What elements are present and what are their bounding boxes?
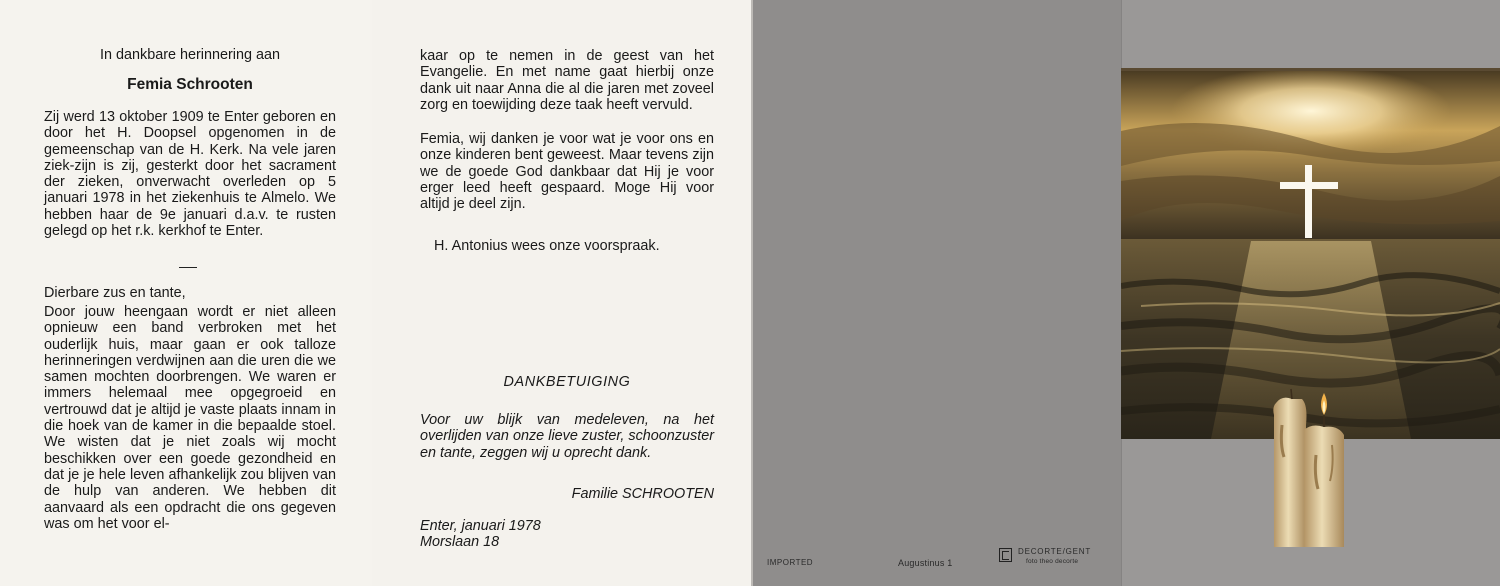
thanks-heading: DANKBETUIGING	[503, 374, 631, 390]
sunset-sea-photo	[1121, 68, 1500, 439]
deceased-name: Femia Schrooten	[127, 76, 253, 93]
prayer-line: H. Antonius wees onze voorspraak.	[434, 238, 660, 254]
fold-line	[751, 0, 753, 586]
separator-dash	[179, 267, 197, 268]
biography-text: Zij werd 13 oktober 1909 te Enter geboren en door het H. Doopsel opgenomen in de gemeenschap van de H. Kerk. Na vele jaren ziek-zijn is zij, gesterkt door het sacrament der zieken, onverwacht overleden op 5 januari 1978 in het ziekenhuis te Almelo. We hebben haar de 9e januari d.a.v. te rusten gelegd op het r.k. kerkhof te Enter.	[44, 109, 336, 240]
imported-label: IMPORTED	[767, 558, 814, 567]
series-label: Augustinus 1	[898, 558, 953, 568]
letter-text-part3: Femia, wij danken je voor wat je voor ons en onze kinderen bent geweest. Maar tevens zijn we de goede God dankbaar dat Hij je voor erger leed heeft gespaard. Moge Hij voor altijd je deel zijn.	[420, 131, 714, 213]
letter-text-part1: Door jouw heengaan wordt er niet alleen opnieuw een band verbroken met het ouderlijk huis, maar gaan er ook talloze herinneringen verdwijnen aan die uren die we samen mochten doorbrengen. We waren er immers helemaal mee opgegroeid en vertrouwd dat je altijd je vaste plaats innam in die hoek van de kamer in die bepaalde stoel. We wisten dat je niet zoals wij mocht beschikken over een goede gezondheid en dat je je hele leven afhankelijk zou blijven van de hulp van anderen. We hebben dit aanvaard als een opdracht die ons gegeven was om het voor el-	[44, 304, 336, 532]
place-date: Enter, januari 1978	[420, 518, 541, 534]
candle-icon	[1268, 385, 1350, 550]
photo-credit: foto theo decorte	[1026, 558, 1079, 565]
panel-back-cover	[752, 0, 1122, 586]
publisher-logo-icon	[999, 548, 1012, 562]
salutation-text: Dierbare zus en tante,	[44, 285, 186, 301]
address-line: Morslaan 18	[420, 534, 500, 550]
family-signature: Familie SCHROOTEN	[571, 486, 714, 502]
cross-icon	[1280, 165, 1340, 239]
letter-text-part2: kaar op te nemen in de geest van het Evangelie. En met name gaat hierbij onze dank uit naar Anna die al die jaren met zoveel zorg en toewijding deze taak heeft vervuld.	[420, 48, 714, 113]
publisher-name: DECORTE/GENT	[1018, 547, 1092, 556]
in-memory-line: In dankbare herinnering aan	[99, 47, 281, 63]
thanks-body: Voor uw blijk van medeleven, na het overlijden van onze lieve zuster, schoonzuster en tante, zeggen wij u oprecht dank.	[420, 412, 714, 461]
